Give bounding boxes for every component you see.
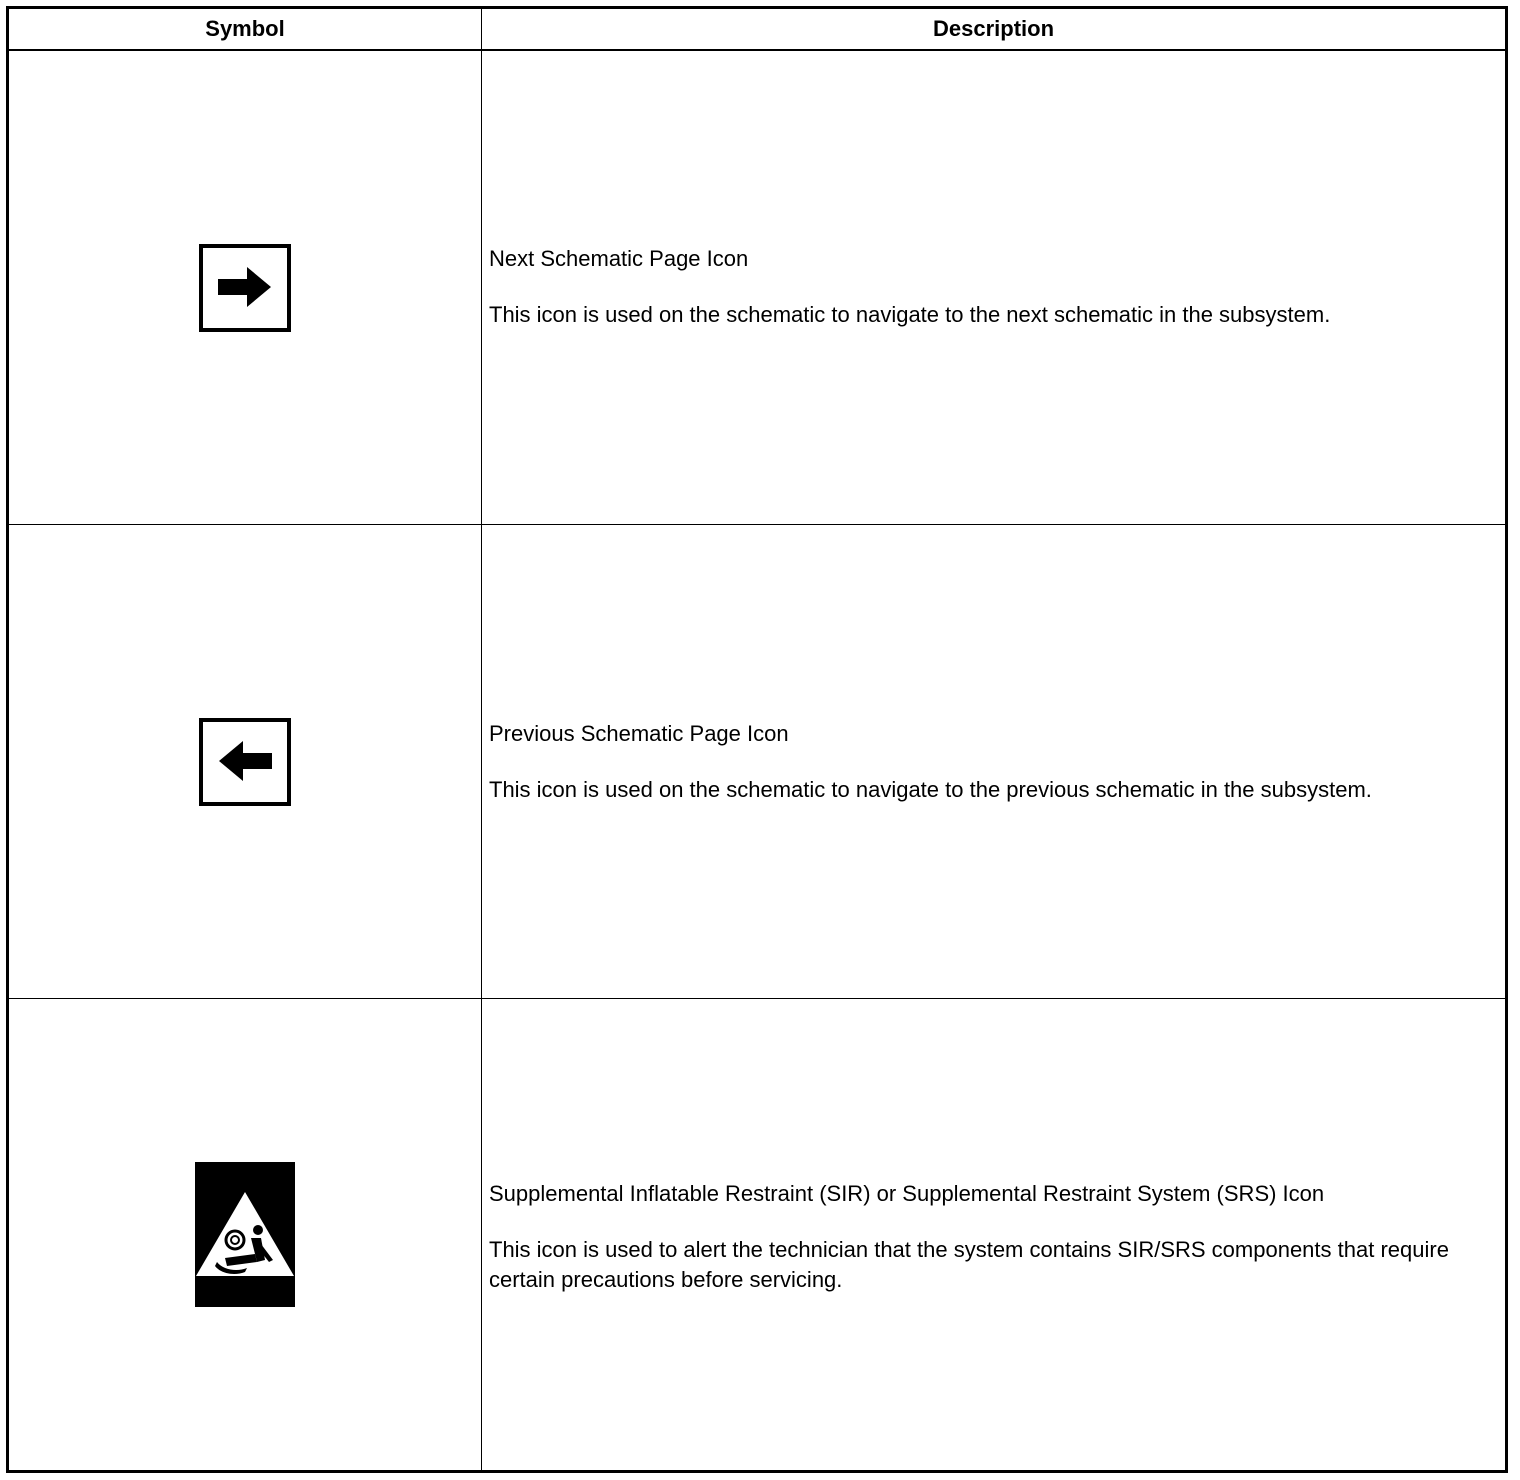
header-description: Description	[932, 16, 1055, 41]
sir-srs-warning-icon	[195, 1162, 295, 1307]
row-title: Next Schematic Page Icon	[489, 246, 749, 271]
header-symbol: Symbol	[205, 16, 285, 41]
description-cell-previous	[489, 719, 1503, 805]
row-text: This icon is used on the schematic to navigate to the previous schematic in the subsystem.	[489, 777, 1372, 802]
description-cell-next	[489, 244, 1503, 330]
column-divider	[481, 9, 482, 1470]
next-page-arrow-icon	[199, 244, 291, 332]
symbol-cell-previous	[9, 525, 481, 998]
row-title: Previous Schematic Page Icon	[489, 721, 789, 746]
description-cell-sir-srs	[489, 1179, 1503, 1295]
row-text: This icon is used to alert the technician that the system contains SIR/SRS components that require certain precautions before servicing.	[489, 1237, 1449, 1292]
symbol-cell-sir-srs	[9, 999, 481, 1470]
previous-page-arrow-icon	[199, 718, 291, 806]
symbol-cell-next	[9, 51, 481, 524]
row-text: This icon is used on the schematic to navigate to the next schematic in the subsystem.	[489, 302, 1331, 327]
symbol-table	[6, 6, 1508, 1473]
row-title: Supplemental Inflatable Restraint (SIR) or Supplemental Restraint System (SRS) Icon	[489, 1181, 1325, 1206]
